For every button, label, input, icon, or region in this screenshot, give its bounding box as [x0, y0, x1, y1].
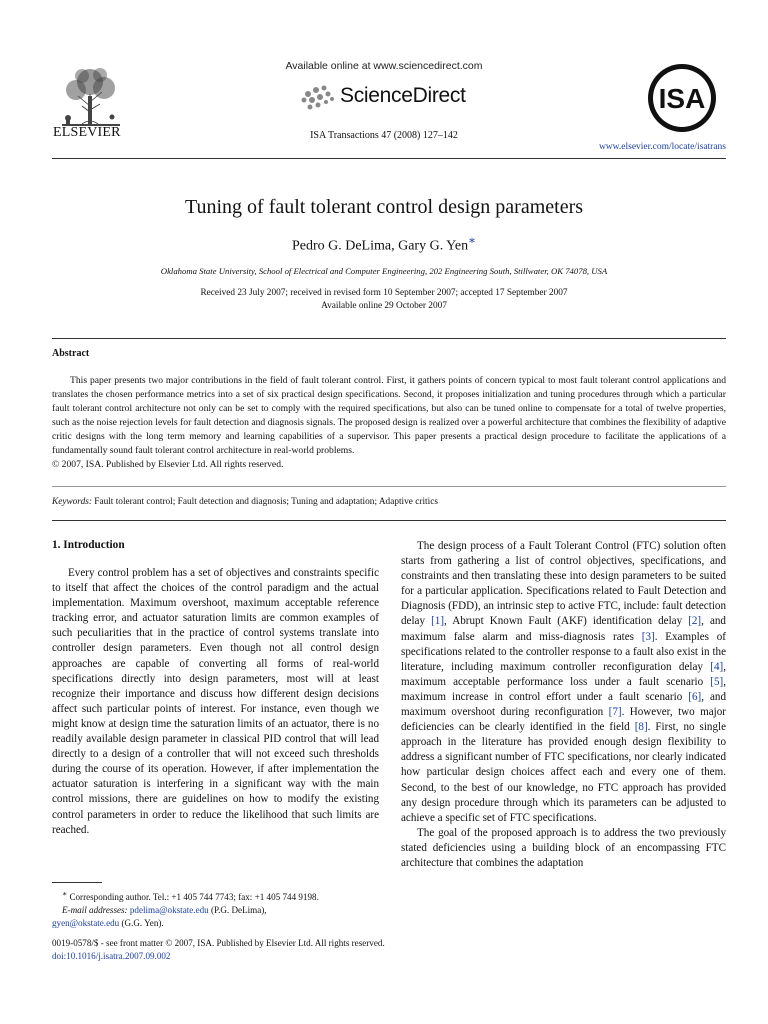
abstract-body: [52, 374, 726, 472]
email-addresses: E-mail addresses: pdelima@okstate.edu (P.G. DeLima),: [62, 905, 267, 916]
doi-link[interactable]: doi:10.1016/j.isatra.2007.09.002: [52, 951, 171, 961]
citation-link[interactable]: [4]: [710, 660, 724, 673]
keywords-divider: [52, 520, 726, 521]
article-dates: [0, 287, 768, 313]
intro-paragraph-3: The goal of the proposed approach is to address the two previously stated deficiencies using a building block of an encompassing FTC architecture that combines the adaptation: [401, 826, 726, 869]
authors: Pedro G. DeLima, Gary G. Yen: [291, 238, 469, 254]
isa-logo-text: ISA: [658, 83, 706, 114]
citation-link[interactable]: [6]: [688, 690, 702, 703]
intro-paragraph-2: The design process of a Fault Tolerant Control (FTC) solution often starts from gathering a list of control objectives, specifications, and constraints and then translating these into design parameters to be suited for a particular application. Specifications related to Fault Detection and Diagnosis (FDD), an intrinsic step to active FTC, include: fault detection delay [1], Abrupt Known Fault (AKF) identification delay [2], and maximum false alarm and miss-diagnosis rates [3]. Examples of specifications related to the controller response to a fault also exist in the literature, including maximum controller reconfiguration delay [4], maximum acceptable performance loss under a fault scenario [5], maximum increase in control effort under a fault scenario [6], and maximum overshoot during reconfiguration [7]. However, two major deficiencies can be clearly identified in the field [8]. First, no single approach in the literature has provided enough design flexibility to address a significant number of FTC specifications, nor clearly indicated how particular design choices affect each and every one of them. Second, to the best of our knowledge, no FTC approach has provided any design procedure through which its parameters can be adjusted to achieve a specific set of FTC specifications.: [401, 540, 726, 824]
publisher-name: ELSEVIER: [53, 125, 121, 140]
citation-link[interactable]: [3]: [641, 630, 655, 643]
footnote-divider: [52, 882, 102, 883]
citation-link[interactable]: [8]: [634, 721, 648, 734]
keywords-text: Fault tolerant control; Fault detection and diagnosis; Tuning and adaptation; Adaptive critics: [94, 497, 438, 507]
citation-link[interactable]: [2]: [688, 615, 702, 628]
email-link-delima[interactable]: pdelima@okstate.edu: [129, 905, 209, 916]
sciencedirect-wordmark: ScienceDirect: [340, 84, 466, 107]
journal-reference: ISA Transactions 47 (2008) 127–142: [310, 130, 458, 141]
keywords-line: [52, 497, 438, 507]
intro-paragraph-1: Every control problem has a set of objectives and constraints specific to itself that affect the choices of the control paradigm and the actual implementation. Maximum overshoot, maximum acceptable reference tracking error, and actuator saturation limits are common examples of such peculiarities that in the practice of control systems translate into controller design parameters. Even though not all control design approaches are capable of converting all forms of real-world specifications directly into design parameters, most will at least recognize their importance and discuss how different design decisions affect such particular points of interest. For instance, even though we might know at design time the saturation limits of an actuator, there is no readily available design parameter in classical PID control that will lead directly to a design of a controller that will not exceed such thresholds during the course of its operation. However, if after implementation the actuator saturation is interfering in a significant way with the main control missions, there are guidelines on how to modify the existing control parameters in order to reduce the likelihood that such limits are reached.: [52, 567, 379, 836]
article-title: Tuning of fault tolerant control design parameters: [184, 196, 584, 218]
left-column: [52, 566, 379, 838]
right-column: [401, 539, 726, 871]
abstract-heading: Abstract: [52, 348, 90, 359]
available-date: Available online 29 October 2007: [321, 301, 447, 311]
journal-url-link[interactable]: www.elsevier.com/locate/isatrans: [598, 142, 726, 152]
front-matter: 0019-0578/$ - see front matter © 2007, ISA. Published by Elsevier Ltd. All rights reserved.: [52, 938, 385, 948]
email-link-yen[interactable]: gyen@okstate.edu: [52, 918, 120, 929]
available-online-line: Available online at www.sciencedirect.com: [285, 60, 483, 72]
header-divider: [52, 158, 726, 159]
abstract-copyright: © 2007, ISA. Published by Elsevier Ltd. All rights reserved.: [52, 459, 284, 470]
citation-link[interactable]: [7]: [608, 706, 622, 719]
front-matter-block: [52, 937, 726, 963]
citation-link[interactable]: [5]: [710, 675, 724, 688]
citation-link[interactable]: [1]: [431, 615, 445, 628]
corresponding-author-link[interactable]: ∗: [468, 234, 477, 247]
section-heading-introduction: 1. Introduction: [52, 539, 125, 551]
author-line: [0, 233, 768, 255]
footnote: [52, 887, 382, 930]
received-dates: Received 23 July 2007; received in revised form 10 September 2007; accepted 17 September 2007: [200, 288, 568, 298]
affiliation: Oklahoma State University, School of Electrical and Computer Engineering, 202 Engineering South, Stillwater, OK 74078, USA: [160, 266, 608, 276]
corresponding-author-note: ∗ Corresponding author. Tel.: +1 405 744 7743; fax: +1 405 744 9198.: [62, 889, 319, 903]
abstract-top-divider: [52, 338, 726, 339]
keywords-label: Keywords:: [52, 497, 92, 507]
abstract-bottom-divider: [52, 486, 726, 487]
abstract-text: This paper presents two major contributions in the field of fault tolerant control. First, it gathers points of concern typical to most fault tolerant control applications and translates the chosen performance metrics into a set of six practical design specifications. Second, it proposes initialization and tuning procedures through which a particular fault tolerant control architecture not only can be set to comply with the required specifications, but also can be tuned online to compensate for a total of twelve properties, such as the noise rejection levels for fault detection and diagnosis signals. The proposed design is realized over a powerful architecture that combines the flexibility of adaptive critic designs with the long term memory and learning capabilities of a supervisor. This paper presents a practical design procedure to facilitate the applications of a fundamentally sound fault tolerant control architecture in real-world problems.: [52, 375, 726, 456]
email-line-2: gyen@okstate.edu (G.G. Yen).: [52, 918, 164, 929]
isa-logo: [646, 62, 718, 134]
